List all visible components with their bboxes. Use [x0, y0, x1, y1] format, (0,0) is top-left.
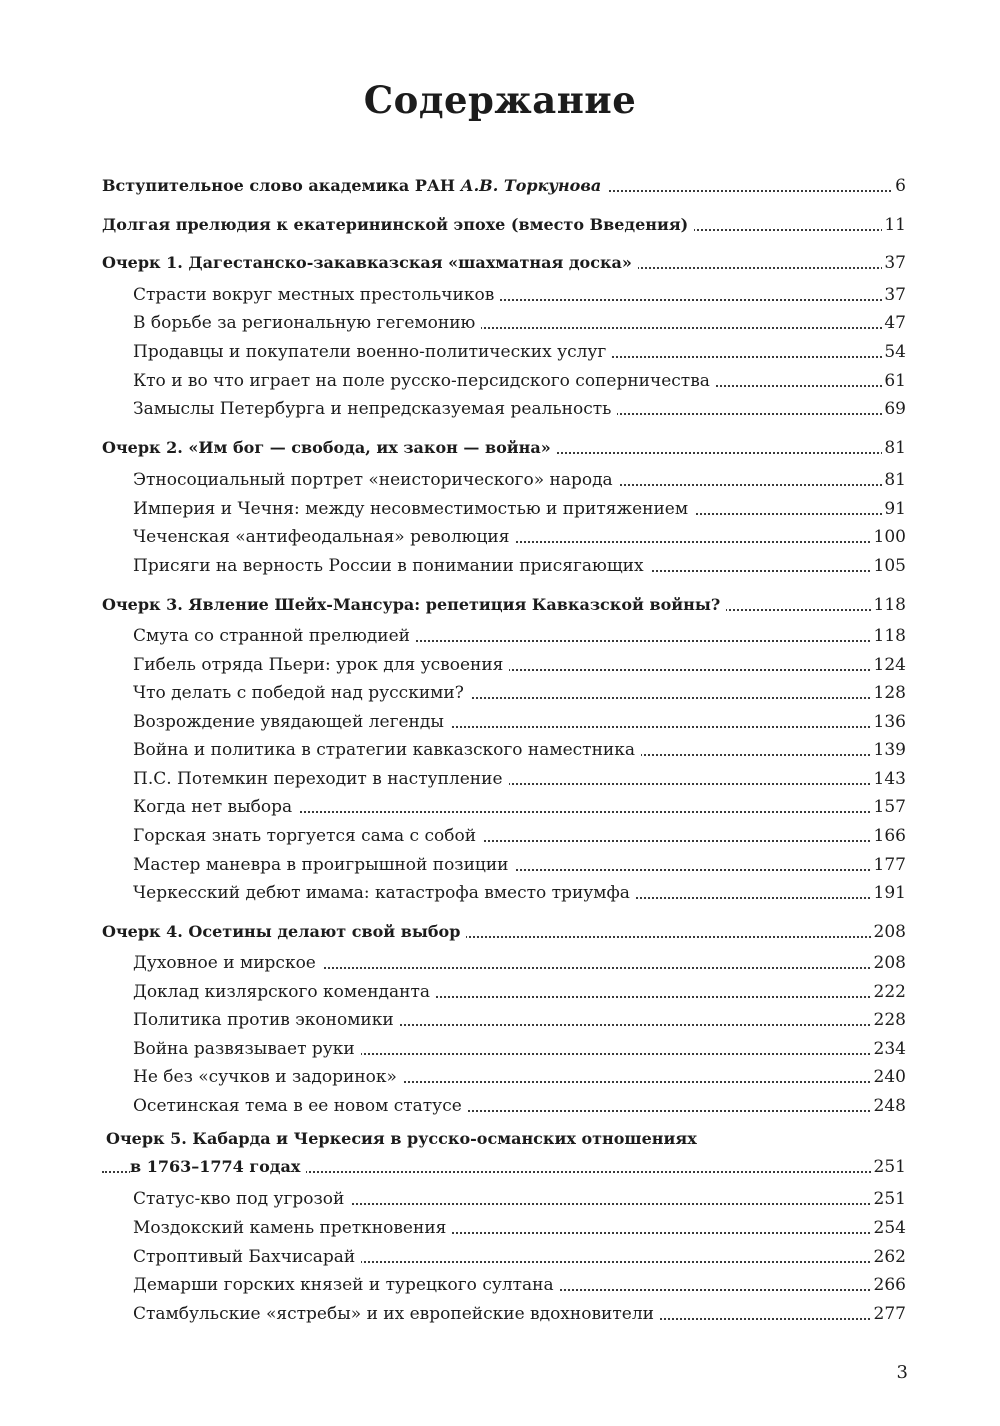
toc-subsection-entry[interactable]: [0, 821, 1000, 847]
toc-entry-title: [133, 711, 450, 733]
toc-entry-title: [133, 1274, 560, 1296]
toc-page-number: 248: [873, 1096, 906, 1116]
toc-page-number: 118: [873, 626, 906, 646]
toc-page-number: 208: [873, 953, 906, 973]
toc-subsection-entry[interactable]: [0, 764, 1000, 790]
toc-entry-title: [133, 341, 612, 363]
toc-subsection-entry[interactable]: [0, 678, 1000, 704]
toc-subsection-entry[interactable]: [0, 1242, 1000, 1268]
toc-section-entry[interactable]: [0, 210, 1000, 236]
toc-page-number: 105: [873, 556, 906, 576]
toc-page-number: 191: [873, 883, 906, 903]
toc-entry-text: Война развязывает руки: [133, 1039, 355, 1059]
toc-entry-text: в 1763–1774 годах: [130, 1157, 301, 1176]
toc-subsection-entry[interactable]: [0, 977, 1000, 1003]
toc-entry-title: [102, 214, 694, 236]
toc-subsection-entry[interactable]: [0, 1034, 1000, 1060]
toc-entry-author: А.В. Торкунова: [460, 176, 602, 195]
toc-page-number: 208: [873, 922, 906, 942]
toc-entry-title: [102, 921, 466, 943]
toc-entry-text: Смута со странной прелюдией: [133, 626, 410, 646]
toc-entry-text: Очерк 1. Дагестанско-закавказская «шахматная доска»: [102, 253, 632, 272]
toc-entry-text: Страсти вокруг местных престольчиков: [133, 285, 495, 305]
toc-page-number: 54: [884, 342, 906, 362]
toc-entry-title: [133, 854, 515, 876]
toc-entry-title: [102, 437, 557, 459]
toc-subsection-entry[interactable]: [0, 948, 1000, 974]
toc-entry-title-line: Очерк 5. Кабарда и Черкесия в русско-османских отношениях: [106, 1129, 697, 1148]
toc-entry-title: [133, 768, 509, 790]
toc-page-number: 6: [895, 176, 906, 196]
toc-entry-text: Мастер маневра в проигрышной позиции: [133, 855, 509, 875]
toc-subsection-entry[interactable]: [0, 494, 1000, 520]
toc-page-number: 166: [873, 826, 906, 846]
toc-page-number: 143: [873, 769, 906, 789]
toc-entry-text: П.С. Потемкин переходит в наступление: [133, 769, 503, 789]
toc-entry-title: [133, 1009, 400, 1031]
toc-entry-text: Политика против экономики: [133, 1010, 394, 1030]
toc-section-entry[interactable]: [0, 917, 1000, 943]
toc-section-entry[interactable]: [0, 433, 1000, 459]
toc-subsection-entry[interactable]: [0, 1270, 1000, 1296]
toc-entry-title: [130, 1156, 306, 1178]
toc-entry-text: Духовное и мирское: [133, 953, 316, 973]
toc-entry-text: Возрождение увядающей легенды: [133, 712, 444, 732]
toc-entry-title: [133, 1303, 660, 1325]
toc-entry-title: [133, 498, 694, 520]
toc-subsection-entry[interactable]: [0, 1299, 1000, 1325]
toc-entry-title: [133, 682, 470, 704]
toc-subsection-entry[interactable]: [0, 735, 1000, 761]
toc-entry-title: [133, 1038, 361, 1060]
toc-subsection-entry[interactable]: [0, 1184, 1000, 1210]
toc-entry-text: Вступительное слово академика РАН: [102, 176, 461, 195]
toc-subsection-entry[interactable]: [0, 707, 1000, 733]
toc-page-number: 91: [884, 499, 906, 519]
toc-entry-text: Гибель отряда Пьери: урок для усвоения: [133, 655, 504, 675]
toc-entry-text: Долгая прелюдия к екатерининской эпохе (вместо Введения): [102, 215, 689, 234]
toc-entry-text: Замыслы Петербурга и непредсказуемая реальность: [133, 399, 612, 419]
toc-subsection-entry[interactable]: [0, 1091, 1000, 1117]
toc-entry-text: Моздокский камень преткновения: [133, 1218, 447, 1238]
toc-entry-text: Доклад кизлярского коменданта: [133, 982, 430, 1002]
toc-entry-title: [133, 469, 619, 491]
toc-entry-title: [133, 981, 436, 1003]
toc-subsection-entry[interactable]: [0, 1005, 1000, 1031]
toc-entry-text: Строптивый Бахчисарай: [133, 1247, 356, 1267]
toc-subsection-entry[interactable]: [0, 280, 1000, 306]
toc-entry-text: Демарши горских князей и турецкого султана: [133, 1275, 554, 1295]
toc-page-number: 222: [873, 982, 906, 1002]
toc-entry-title: [133, 796, 298, 818]
toc-entry-text: Горская знать торгуется сама с собой: [133, 826, 477, 846]
toc-entry-text: Стамбульские «ястребы» и их европейские вдохновители: [133, 1304, 654, 1324]
toc-entry-text: Война и политика в стратегии кавказского наместника: [133, 740, 635, 760]
toc-subsection-entry[interactable]: [0, 522, 1000, 548]
toc-page-number: 128: [873, 683, 906, 703]
toc-entry-title: [133, 739, 641, 761]
toc-page-number: 37: [884, 285, 906, 305]
toc-entry-title: [133, 882, 636, 904]
toc-section-entry[interactable]: [0, 171, 1000, 197]
toc-entry-title: [133, 526, 515, 548]
toc-page-number: 234: [873, 1039, 906, 1059]
toc-entry-text: Присяги на верность России в понимании присягающих: [133, 556, 644, 576]
toc-entry-title: [133, 654, 509, 676]
toc-entry-title: [133, 1188, 350, 1210]
toc-subsection-entry[interactable]: [0, 337, 1000, 363]
toc-subsection-entry[interactable]: [0, 366, 1000, 392]
toc-entry-title: [133, 398, 617, 420]
toc-subsection-entry[interactable]: [0, 394, 1000, 420]
toc-subsection-entry[interactable]: [0, 551, 1000, 577]
toc-page-number: 11: [884, 215, 906, 235]
toc-subsection-entry[interactable]: [0, 1062, 1000, 1088]
toc-entry-title: [102, 594, 726, 616]
toc-page-number: 139: [873, 740, 906, 760]
toc-subsection-entry[interactable]: [0, 308, 1000, 334]
toc-entry-text: Черкесский дебют имама: катастрофа вместо триумфа: [133, 883, 630, 903]
toc-subsection-entry[interactable]: [0, 878, 1000, 904]
toc-page-number: 81: [884, 438, 906, 458]
toc-page-number: 136: [873, 712, 906, 732]
toc-entry-title: [133, 1217, 452, 1239]
toc-entry-text: Осетинская тема в ее новом статусе: [133, 1096, 462, 1116]
page-title: Содержание: [363, 78, 637, 122]
toc-page-number: 81: [884, 470, 906, 490]
toc-entry-text: Кто и во что играет на поле русско-персидского соперничества: [133, 371, 710, 391]
toc-subsection-entry[interactable]: [0, 621, 1000, 647]
toc-page-number: 37: [884, 253, 906, 273]
toc-entry-text: Не без «сучков и задоринок»: [133, 1067, 397, 1087]
toc-entry-text: Продавцы и покупатели военно-политических услуг: [133, 342, 607, 362]
toc-section-entry[interactable]: [0, 1152, 1000, 1178]
toc-entry-title: [133, 952, 322, 974]
toc-entry-text: В борьбе за региональную гегемонию: [133, 313, 476, 333]
toc-page-number: 157: [873, 797, 906, 817]
toc-entry-title: [133, 625, 416, 647]
toc-page-number: 262: [873, 1247, 906, 1267]
toc-section-entry[interactable]: [0, 248, 1000, 274]
toc-entry-text: Этносоциальный портрет «неисторического» народа: [133, 470, 613, 490]
toc-section-entry[interactable]: [0, 590, 1000, 616]
toc-subsection-entry[interactable]: [0, 650, 1000, 676]
toc-entry-title: [133, 555, 650, 577]
page-number: 3: [896, 1362, 908, 1383]
toc-page-number: 47: [884, 313, 906, 333]
toc-entry-text: Когда нет выбора: [133, 797, 293, 817]
toc-page-number: 69: [884, 399, 906, 419]
toc-page-number: 240: [873, 1067, 906, 1087]
toc-page-number: 228: [873, 1010, 906, 1030]
toc-entry-text: Что делать с победой над русскими?: [133, 683, 464, 703]
toc-entry-title: [133, 1095, 468, 1117]
toc-page-number: 61: [884, 371, 906, 391]
toc-entry-title: [102, 175, 607, 197]
toc-subsection-entry[interactable]: [0, 792, 1000, 818]
toc-page-number: 251: [873, 1157, 906, 1177]
toc-entry-title: [102, 252, 638, 274]
toc-subsection-entry[interactable]: [0, 465, 1000, 491]
toc-subsection-entry[interactable]: [0, 850, 1000, 876]
toc-subsection-entry[interactable]: [0, 1213, 1000, 1239]
toc-entry-text: Империя и Чечня: между несовместимостью и притяжением: [133, 499, 689, 519]
toc-entry-text: Статус-кво под угрозой: [133, 1189, 345, 1209]
toc-entry-text: Очерк 4. Осетины делают свой выбор: [102, 922, 461, 941]
toc-page-number: 277: [873, 1304, 906, 1324]
toc-page-number: 266: [873, 1275, 906, 1295]
toc-page-number: 100: [873, 527, 906, 547]
toc-page-number: 251: [873, 1189, 906, 1209]
toc-page-number: 124: [873, 655, 906, 675]
toc-entry-title: [133, 1246, 361, 1268]
toc-page-number: 118: [873, 595, 906, 615]
toc-entry-title: [133, 1066, 403, 1088]
toc-entry-title: [133, 284, 500, 306]
toc-entry-text: Очерк 3. Явление Шейх-Мансура: репетиция Кавказской войны?: [102, 595, 721, 614]
toc-entry-title: [133, 312, 481, 334]
toc-entry-text: Очерк 2. «Им бог — свобода, их закон — война»: [102, 438, 551, 457]
toc-entry-title: [133, 370, 716, 392]
toc-page-number: 254: [873, 1218, 906, 1238]
toc-page-number: 177: [873, 855, 906, 875]
toc-entry-title: [133, 825, 482, 847]
toc-entry-text: Чеченская «антифеодальная» революция: [133, 527, 510, 547]
